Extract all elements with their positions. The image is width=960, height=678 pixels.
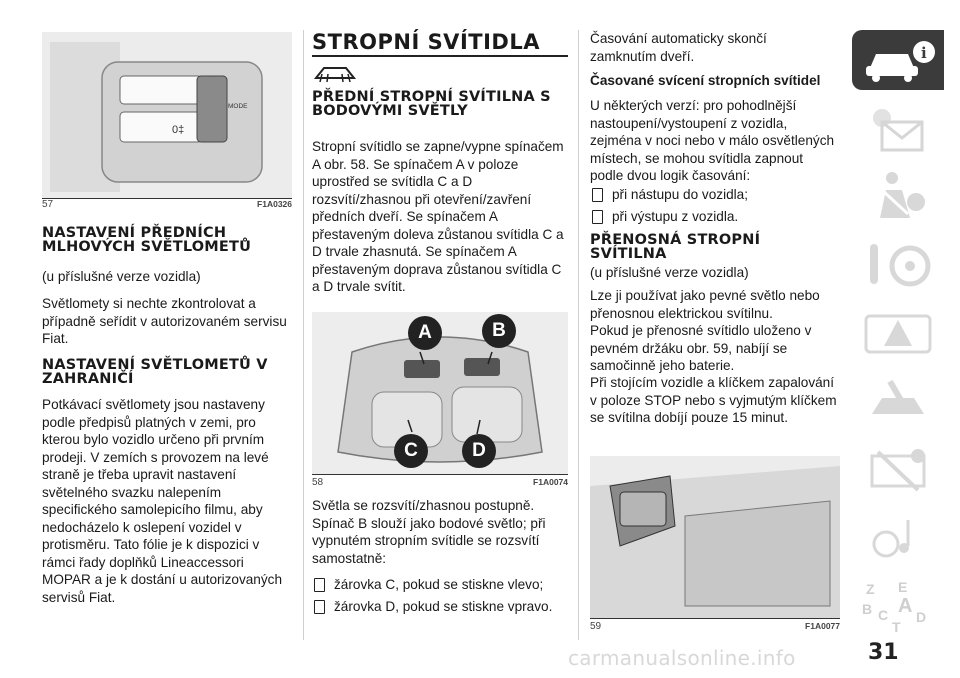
fog-note: (u příslušné verze vozidla)	[42, 269, 201, 284]
wrench-car-icon	[852, 370, 944, 430]
figure-57-caption	[42, 199, 292, 210]
title-rule	[312, 55, 568, 57]
portable-note: (u příslušné verze vozidla)	[590, 265, 749, 280]
index-letter: D	[916, 609, 927, 625]
tab-maintenance[interactable]	[852, 438, 944, 498]
checkbox-icon	[592, 188, 603, 202]
figure-code: F1A0074	[533, 477, 568, 487]
label-a: A	[408, 316, 442, 350]
figure-58-caption	[312, 477, 568, 488]
interior-light-icon	[312, 62, 358, 84]
figure-57	[42, 32, 292, 199]
figure-number: 57	[42, 199, 54, 210]
watermark: carmanualsonline.info	[568, 646, 796, 670]
alphabet-index-icon	[852, 574, 944, 634]
mode-label: MODE	[228, 103, 248, 110]
tab-driving[interactable]	[852, 234, 944, 294]
portable-text: Lze ji používat jako pevné světlo nebo přenosnou elektrickou svítilnu.	[590, 288, 820, 321]
tab-warning-lights[interactable]	[852, 302, 944, 362]
figure-number: 58	[312, 477, 324, 488]
seatbelt-person-icon	[852, 166, 944, 226]
portable-text-2: Pokud je přenosné svítidlo uloženo v pevném držáku obr. 59, nabíjí se samočinně jeho baterie.	[590, 323, 812, 373]
label-c: C	[394, 434, 428, 468]
list-item: při výstupu z vozidla.	[590, 208, 738, 226]
warning-light-icon	[852, 302, 944, 362]
tab-car-info[interactable]	[852, 30, 944, 90]
after-figure-text: Světla se rozsvítí/zhasnou postupně. Spínač B slouží jako bodové světlo; při vypnutém stropním svítidle se rozsvítí samostatně:	[312, 498, 546, 566]
page-title: STROPNÍ SVÍTIDLA	[312, 30, 540, 54]
label-b: B	[482, 314, 516, 348]
fog-switch-illustration	[42, 32, 292, 198]
tab-index[interactable]	[852, 574, 944, 634]
svg-text:0‡: 0‡	[172, 124, 185, 136]
column-divider	[578, 30, 579, 640]
figure-58	[312, 312, 568, 475]
tab-multimedia[interactable]	[852, 506, 944, 566]
heading-timed-lights: Časované svícení stropních svítidel	[590, 73, 821, 88]
front-light-text: Stropní svítidlo se zapne/vypne spínačem A obr. 58. Se spínačem A v poloze uprostřed se svítidla C a D rozsvítí/zhasnou při otevření/zavření předních dveří. Se spínačem A přestaveným doleva zůstanou svítidla C a D trvale zhasnutá. Se spínačem A přestaveným doprava zůstanou svítidla C a D trvale svítit.	[312, 139, 564, 294]
timing-intro: Časování automaticky skončí zamknutím dveří.	[590, 31, 767, 64]
index-letter: A	[898, 595, 913, 617]
index-letter: T	[892, 619, 901, 634]
tab-lights[interactable]	[852, 98, 944, 158]
index-letter: E	[898, 579, 908, 595]
media-music-icon	[852, 506, 944, 566]
checkbox-icon	[314, 600, 325, 614]
portable-light-illustration	[590, 456, 840, 618]
svg-text:i: i	[921, 44, 927, 62]
figure-code: F1A0077	[805, 621, 840, 631]
page-number: 31	[868, 640, 899, 665]
fog-text: Světlomety si nechte zkontrolovat a případně seřídit v autorizovaném servisu Fiat.	[42, 296, 287, 346]
key-steering-icon	[852, 234, 944, 294]
car-info-icon	[852, 30, 944, 90]
abroad-text: Potkávací světlomety jsou nastaveny podle předpisů platných v zemi, pro kterou bylo vozidlo určeno při prvním prodeji. V zemích s provozem na levé straně je třeba upravit nastavení světelného svazku nalepením specifického samolepicího filmu, aby nedocházelo k oslepení vozidel v protisměru. Tato fólie je k dispozici v rámci řady doplňků Lineaccessori MOPAR a je k dostání u autorizovaných servisů Fiat.	[42, 397, 283, 605]
portable-text-3: Při stojícím vozidle a klíčkem zapalování v poloze STOP nebo s vyjmutým klíčkem se svítilna dobíjí pouze 15 minut.	[590, 375, 837, 425]
list-item: žárovka C, pokud se stiskne vlevo;	[312, 576, 543, 594]
tab-emergency[interactable]	[852, 370, 944, 430]
heading-portable-light: PŘENOSNÁ STROPNÍ SVÍTILNA	[590, 232, 761, 262]
index-letter: C	[878, 607, 889, 623]
index-letter: Z	[866, 581, 875, 597]
list-item: při nástupu do vozidla;	[590, 186, 748, 204]
heading-front-light: PŘEDNÍ STROPNÍ SVÍTILNA S BODOVÝMI SVĚTLY	[312, 89, 551, 119]
tools-icon	[852, 438, 944, 498]
checkbox-icon	[314, 578, 325, 592]
heading-fog-lights: NASTAVENÍ PŘEDNÍCH MLHOVÝCH SVĚTLOMETŮ	[42, 225, 252, 255]
figure-number: 59	[590, 621, 602, 632]
checkbox-icon	[592, 210, 603, 224]
figure-59	[590, 456, 840, 619]
list-item: žárovka D, pokud se stiskne vpravo.	[312, 598, 552, 616]
lights-mail-icon	[852, 98, 944, 158]
tab-safety[interactable]	[852, 166, 944, 226]
timed-text: U některých verzí: pro pohodlnější nastoupení/vystoupení z vozidla, zejména v noci nebo v málo osvětlených místech, se mohou svítidla zapnout podle dvou logik časování:	[590, 98, 835, 183]
heading-abroad: NASTAVENÍ SVĚTLOMETŮ V ZAHRANIČÍ	[42, 357, 268, 387]
label-d: D	[462, 434, 496, 468]
index-letter: B	[862, 601, 873, 617]
figure-59-caption	[590, 621, 840, 632]
figure-code: F1A0326	[257, 199, 292, 209]
column-divider	[303, 30, 304, 640]
